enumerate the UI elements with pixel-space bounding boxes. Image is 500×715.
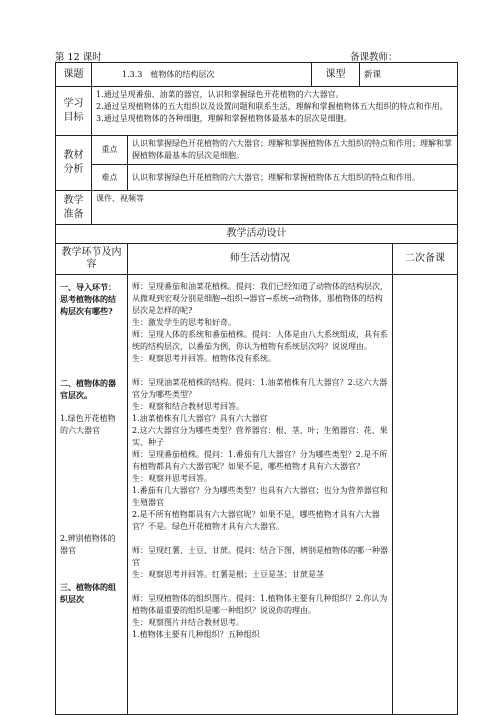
activity-line: 1.植物体主要有几种组织？五种组织 (132, 630, 260, 639)
key-label: 重点 (92, 136, 128, 165)
design-header-row (56, 244, 458, 275)
column-header-revision: 二次备课 (393, 244, 458, 275)
goals-label: 学习目标 (56, 87, 92, 136)
difficulty-label: 难点 (92, 165, 128, 191)
goal-item: 3.通过呈现植物体的各种细胞，理解和掌握植物体最基本的层次是细胞。 (96, 114, 352, 123)
title-value: 1.3.3 植物体的结构层次 (92, 63, 312, 87)
prep-label: 教学准备 (56, 191, 92, 225)
title-label: 课题 (56, 63, 92, 87)
section-2-sub-1: 1.绿色开花植物的六大器官 (60, 414, 116, 435)
design-title-row (56, 225, 458, 244)
activity-line: 生：观察思考并回答。植物体没有系统。 (132, 354, 276, 363)
type-value: 新课 (360, 63, 458, 87)
stage-column (56, 275, 128, 715)
analysis-key-row (56, 136, 458, 165)
key-text: 认识和掌握绿色开花植物的六大器官；理解和掌握植物体五大组织的特点和作用；理解和掌握植物体最基本的层次是细胞。 (128, 136, 458, 165)
prep-row (56, 191, 458, 225)
activity-line: 生：观察并思考回答。 (132, 474, 212, 483)
activity-line: 师：呈现植物体的组织图片。提问：1.植物体主要有几种组织？2.你认为植物体最重要的组织是哪一种组织？说说你的理由。 (132, 594, 388, 615)
activity-line: 生：观察思考并回答。红薯是根；土豆是茎；甘蔗是茎 (132, 570, 324, 579)
activity-line: 师：呈现人体的系统和番茄植株。提问：人体是由八大系统组成，具有系统的结构层次，以番茄为例，你认为植物有系统层次吗？说说理由。 (132, 330, 388, 351)
activity-line: 2.是不所有植物都具有六大器官呢？如果不是，哪些植物才具有六大器官？不是。绿色开花植物才具有六大器官。 (132, 510, 380, 531)
lesson-table (55, 62, 458, 715)
prep-value: 课件、视频等 (92, 191, 458, 225)
goal-item: 1.通过呈现番茄、油菜的器官，认识和掌握绿色开花植物的六大器官。 (96, 90, 344, 99)
activity-line: 1.油菜植株有几大器官？具有六大器官 (132, 414, 268, 423)
type-label: 课型 (312, 63, 360, 87)
goals-row (56, 87, 458, 136)
section-1-title: 一、导入环节：思考植物体的结构层次有哪些? (60, 282, 116, 316)
title-row (56, 63, 458, 87)
activity-line: 师：呈现番茄植株。提问：1.番茄有几大器官？分为哪些类型？2.是不所有植物都具有六大器官呢？如果不是，哪些植物才具有六大器官？ (132, 450, 388, 471)
section-3-title: 三、植物体的组织层次 (60, 582, 116, 604)
design-title: 教学活动设计 (56, 225, 458, 244)
analysis-label: 教材分析 (56, 136, 92, 191)
column-header-activity: 师生活动情况 (128, 244, 393, 275)
activity-line: 生：激发学生的思考和好奇。 (132, 318, 236, 327)
design-body-row (56, 275, 458, 715)
lesson-number: 第 12 课时 (55, 52, 102, 63)
section-2-title: 二、植物体的器官层次。 (60, 378, 116, 400)
activity-line: 师：呈现红薯、土豆、甘蔗。提问：结合下图，辨别是植物体的哪一种器官 (132, 546, 388, 567)
activity-line: 2.这六大器官分为哪些类型？营养器官：根、茎、叶；生殖器官：花、果实、种子 (132, 426, 388, 447)
teacher-label: 备课教师： (350, 52, 398, 63)
section-2-sub-2: 2.辨别植物体的器官 (60, 534, 116, 555)
column-header-stage: 教学环节及内容 (56, 244, 128, 275)
revision-column (393, 275, 458, 715)
difficulty-text: 认识和掌握绿色开花植物的六大器官；理解和掌握植物体五大组织的特点和作用。 (128, 165, 458, 191)
goal-item: 2.通过呈现植物体的五大组织以及设置问题和联系生活，理解和掌握植物体五大组织的特点和作用。 (96, 102, 448, 111)
activity-line: 生：观察图片并结合教材思考。 (132, 618, 244, 627)
activity-line: 师：呈现油菜花植株的结构。提问：1.油菜植株有几大器官？2.这六大器官分为哪些类型？ (132, 378, 388, 399)
goals-content (92, 87, 458, 136)
analysis-diff-row (56, 165, 458, 191)
activity-line: 生：观察和结合教材思考回答。 (132, 402, 244, 411)
activity-line: 1.番茄有几大器官？分为哪些类型？也具有六大器官；也分为营养器官和生殖器官 (132, 486, 388, 507)
activity-column (128, 275, 393, 715)
activity-line: 师：呈现番茄和油菜花植株。提问：我们已经知道了动物体的结构层次，从微观到宏观分别是细胞→组织→器官→系统→动物体，那植物体的结构层次是怎样的呢? (132, 282, 388, 315)
